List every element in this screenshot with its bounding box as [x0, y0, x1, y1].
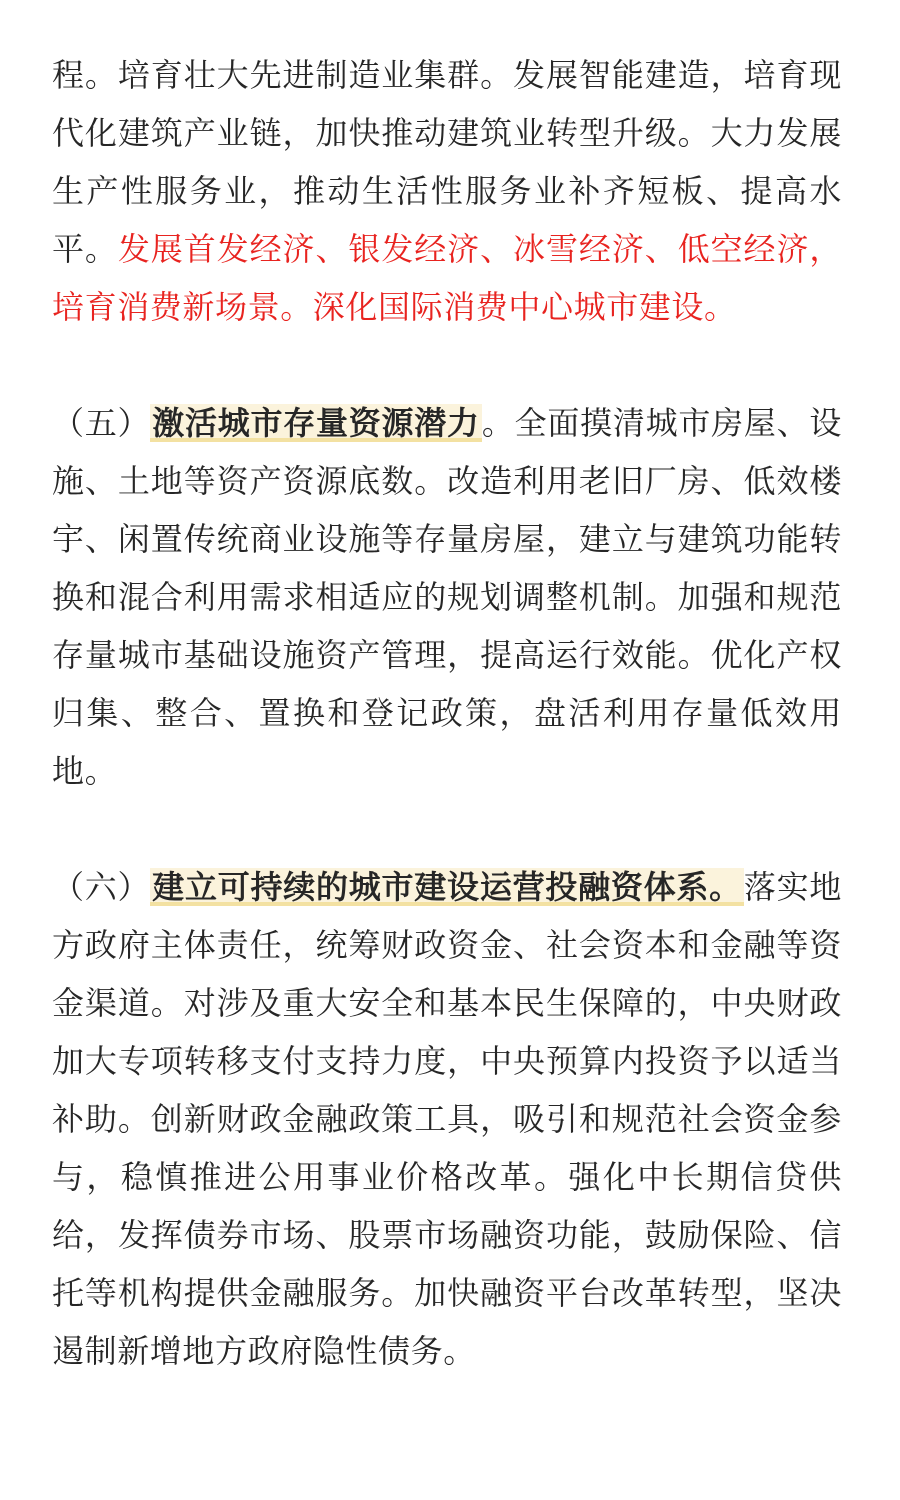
paragraph-section-six: [52, 858, 842, 1380]
red-emphasis-text: 发展首发经济、银发经济、冰雪经济、低空经济，培育消费新场景。深化国际消费中心城市建设。: [52, 230, 843, 326]
section-heading-highlight: 建立可持续的城市建设运营投融资体系。: [152, 868, 742, 906]
paragraph-text: 落实地方政府主体责任，统筹财政资金、社会资本和金融等资金渠道。对涉及重大安全和基本民生保障的，中央财政加大专项转移支付支持力度，中央预算内投资予以适当补助。创新财政金融政策工具，吸引和规范社会资金参与，稳慎推进公用事业价格改革。强化中长期信贷供给，发挥债券市场、股票市场融资功能，鼓励保险、信托等机构提供金融服务。加快融资平台改革转型，坚决遏制新增地方政府隐性债务。: [52, 868, 842, 1370]
section-number: （五）: [52, 404, 151, 442]
article-body: [52, 46, 842, 1380]
section-heading-highlight: 激活城市存量资源潜力: [152, 404, 480, 442]
paragraph-consumption: [52, 46, 842, 336]
paragraph-text: 程。培育壮大先进制造业集群。发展智能建造，培育现代化建筑产业链，加快推动建筑业转型升级。大力发展生产性服务业，推动生活性服务业补齐短板、提高水平。: [52, 56, 842, 268]
section-number: （六）: [52, 868, 151, 906]
paragraph-section-five: [52, 394, 842, 800]
paragraph-text: 。全面摸清城市房屋、设施、土地等资产资源底数。改造利用老旧厂房、低效楼宇、闲置传统商业设施等存量房屋，建立与建筑功能转换和混合利用需求相适应的规划调整机制。加强和规范存量城市基础设施资产管理，提高运行效能。优化产权归集、整合、置换和登记政策，盘活利用存量低效用地。: [52, 404, 842, 790]
